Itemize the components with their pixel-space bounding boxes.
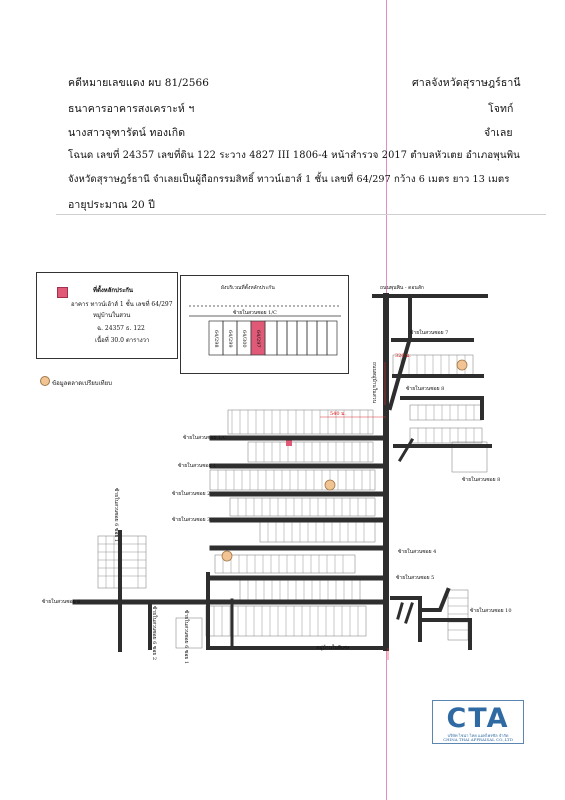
cta-logo-text: CTA (446, 703, 510, 734)
road-label-top: ถนนพุนพิน - ดอนสัก (380, 285, 424, 291)
road-label-soi8b: ซ้ายในสวนซอย 8 (462, 477, 501, 483)
road-label-soi8a: ซ้ายในสวนซอย 8 (406, 386, 445, 392)
plaintiff-name: ธนาคารอาคารสงเคราะห์ ฯ (68, 103, 195, 115)
road-label-soi2: ซ้ายในสวนซอย 2 (172, 491, 211, 497)
distance-label-540: 540 ม. (330, 411, 347, 417)
road-label-soi10: ซ้ายในสวนซอย 10 (470, 608, 512, 614)
inset-title: ผังบริเวณที่ตั้งหลักประกัน (221, 285, 275, 291)
legend-deed: ฉ. 24357 ธ. 122 (97, 325, 145, 332)
plaintiff-role: โจทก์ (488, 103, 514, 115)
market-marker-1-icon (222, 551, 232, 561)
legend-market-note: ข้อมูลตลาดเปรียบเทียบ (52, 380, 112, 387)
ownership-details: จังหวัดสุราษฎร์ธานี จำเลยเป็นผู้ถือกรรมสิทธิ์ ทาวน์เฮาส์ 1 ชั้น เลขที่ 64/297 กว้าง 6 เมตร ยาว 13 เมตร (68, 174, 510, 185)
legend-building: อาคาร ทาวน์เฮ้าส์ 1 ชั้น เลขที่ 64/297 (71, 301, 173, 308)
inset-road-label: ซ้ายในสวนซอย 1/C (233, 310, 277, 316)
cta-logo-english: CHINA THAI APPRAISAL CO.,LTD (443, 737, 513, 742)
road-label-main: ถนนหมู่บ้านในสวน (371, 362, 377, 403)
case-number: คดีหมายเลขแดง ผบ 81/2566 (68, 77, 210, 89)
court-name: ศาลจังหวัดสุราษฎร์ธานี (412, 77, 521, 89)
defendant-role: จำเลย (484, 127, 513, 139)
legend-area: เนื้อที่ 30.0 ตารางวา (95, 337, 150, 344)
cta-logo-thai: บริษัท ไชน่า ไทย แอพไพรซัล จำกัด (447, 733, 509, 738)
road-label-soi6-1: ซ้ายในสวนซอย 6 ซอย 1 (113, 488, 119, 543)
road-label-soi4: ซ้ายในสวนซอย 4 (398, 549, 437, 555)
road-label-soi5: ซ้ายในสวนซอย 5 (396, 575, 435, 581)
deed-details: โฉนด เลขที่ 24357 เลขที่ดิน 122 ระวาง 4827 III 1806-4 หน้าสำรวจ 2017 ตำบลหัวเตย อำเภอพุนพิน (68, 150, 520, 161)
defendant-name: นางสาวจุฑารัตน์ ทองเกิด (68, 127, 186, 139)
road-label-soi6-2: ซ้ายในสวนซอย 6 ซอย 2 (151, 606, 157, 661)
road-label-soi7: ซ้ายในสวนซอย 7 (410, 330, 449, 336)
market-marker-3-icon (325, 480, 335, 490)
age-details: อายุประมาณ 20 ปี (68, 199, 155, 211)
inset-lot-label: 64/300 (241, 330, 247, 348)
roads (75, 296, 490, 650)
road-label-soi6-1b: ซ้ายในสวนซอย 6 ซอย 1 (183, 610, 189, 665)
inset-lot-label-subject: 64/297 (255, 330, 261, 348)
road-label-soi1: ซ้ายในสวนซอย 1 (178, 463, 217, 469)
cta-logo (432, 700, 524, 744)
distance-label-320: 320 ม. (395, 353, 412, 359)
village-label: หมู่บ้านในพิเศษ (316, 645, 350, 651)
road-label-soi3: ซ้ายในสวนซอย 3 (172, 517, 211, 523)
inset-lot-label: 64/299 (227, 330, 233, 348)
legend-title: ที่ตั้งหลักประกัน (93, 287, 134, 294)
road-label-soi1c: ซ้ายในสวนซอย 1/C (183, 435, 227, 441)
market-marker-2-icon (457, 360, 467, 370)
road-label-soi6: ซ้ายในสวนซอย 6 (42, 599, 81, 605)
inset-lot-label: 64/298 (213, 330, 219, 348)
legend-village: หมู่บ้านในสวน (93, 312, 131, 319)
